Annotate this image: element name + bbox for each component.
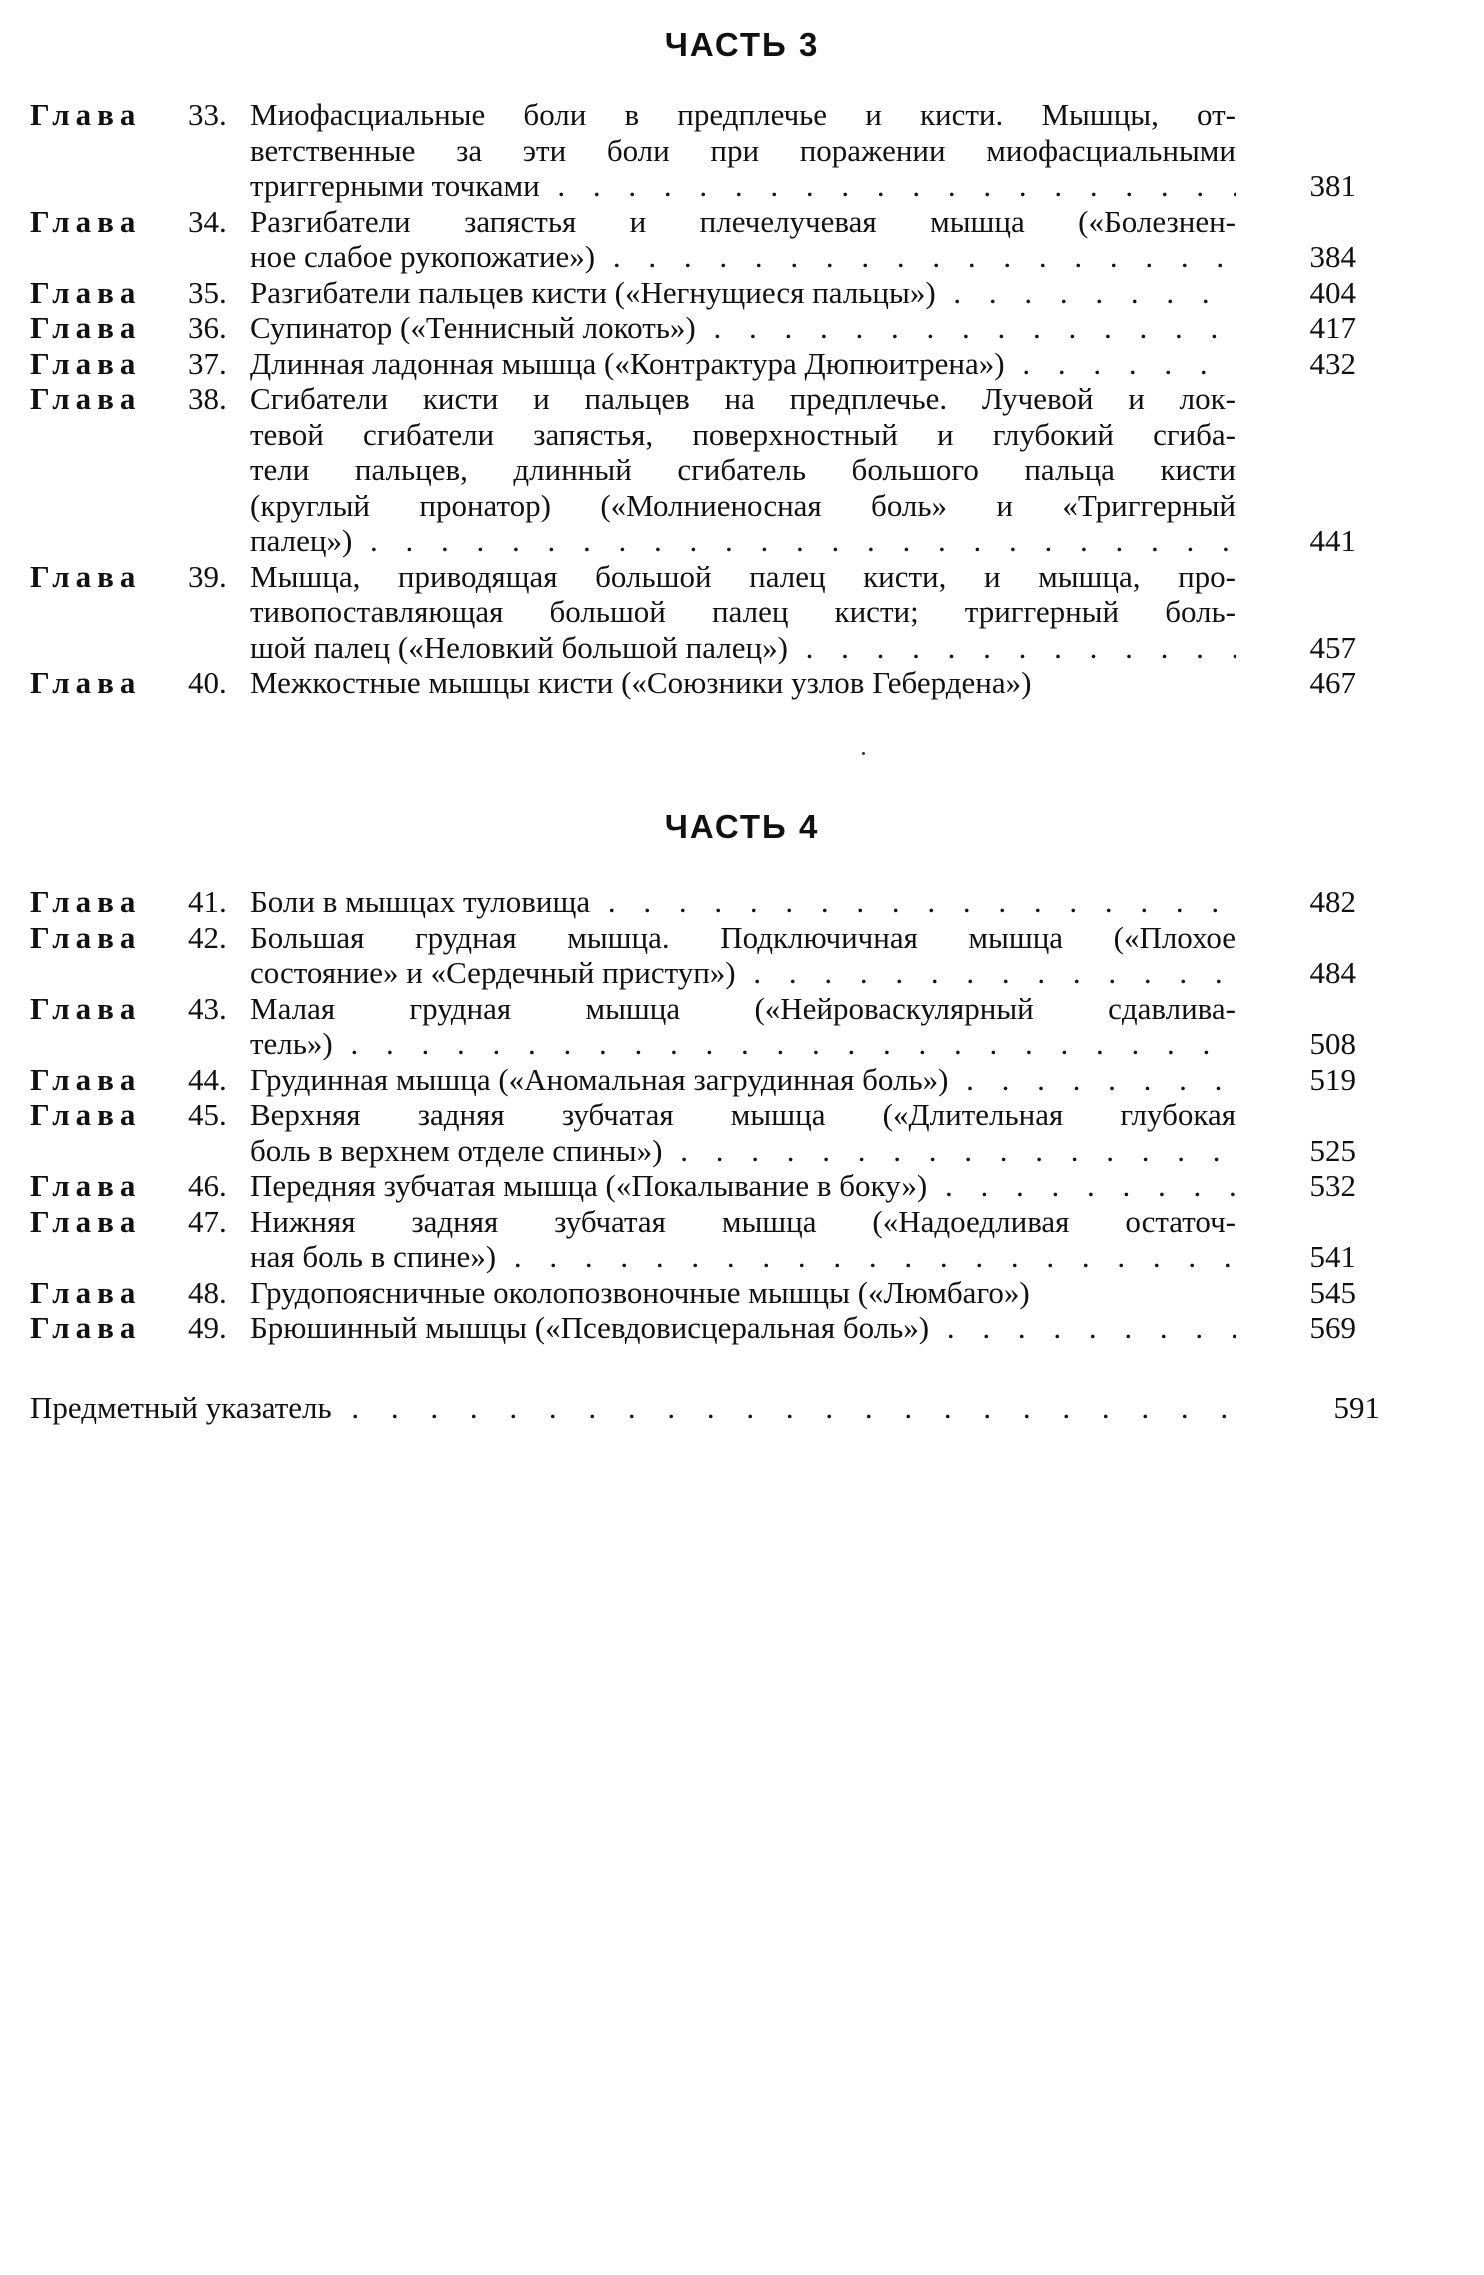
- chapter-title: [250, 665, 1236, 701]
- chapter-title: [250, 97, 1236, 204]
- toc-entry-chapter-48[interactable]: [30, 1275, 1380, 1311]
- chapter-title-line: триггерными точками . . .: [250, 168, 1236, 204]
- chapter-page-number: 541: [1309, 1239, 1356, 1274]
- chapter-title-line: боль в верхнем отделе спины») . . .: [250, 1133, 1236, 1169]
- chapter-number: 33.: [188, 97, 227, 132]
- toc-entry-chapter-44[interactable]: [30, 1062, 1380, 1098]
- toc-entry-chapter-35[interactable]: [30, 275, 1380, 311]
- toc-entry-chapter-46[interactable]: [30, 1168, 1380, 1204]
- chapter-title-line: палец») . . .: [250, 523, 1236, 559]
- chapter-label: Глава: [30, 97, 142, 132]
- chapter-title-line: Разгибатели запястья и плечелучевая мышца («Болезнен-: [250, 203, 1236, 239]
- chapter-title: [250, 1275, 1236, 1311]
- chapter-number: 41.: [188, 884, 227, 919]
- toc-entry-chapter-38[interactable]: [30, 381, 1380, 559]
- chapter-title: [250, 920, 1236, 991]
- chapter-label: Глава: [30, 665, 142, 700]
- subject-index-page-number: 591: [1333, 1390, 1380, 1425]
- chapter-label: Глава: [30, 1061, 142, 1097]
- chapter-page-number: 508: [1309, 1026, 1356, 1061]
- chapter-title: [250, 310, 1236, 346]
- toc-entry-chapter-47[interactable]: [30, 1204, 1380, 1275]
- chapter-number: 39.: [188, 558, 227, 594]
- chapter-page-number: 569: [1309, 1310, 1356, 1345]
- chapter-number: 36.: [188, 310, 227, 345]
- chapter-title: [250, 884, 1236, 920]
- chapter-title-line: тевой сгибатели запястья, поверхностный и глубокий сгиба-: [250, 416, 1236, 452]
- toc-entry-chapter-36[interactable]: [30, 310, 1380, 346]
- chapter-title-line: Сгибатели кисти и пальцев на предплечье. Лучевой и лок-: [250, 381, 1236, 416]
- toc-entry-chapter-43[interactable]: [30, 991, 1380, 1062]
- chapter-page-number: 384: [1309, 239, 1356, 274]
- part-4-heading: ЧАСТЬ 4: [664, 808, 820, 845]
- chapter-page-number: 545: [1309, 1274, 1356, 1310]
- chapter-title-line: Боли в мышцах туловища . . .: [250, 884, 1236, 920]
- toc-entry-chapter-37[interactable]: [30, 346, 1380, 382]
- chapter-label: Глава: [30, 1168, 142, 1203]
- toc-entry-chapter-34[interactable]: [30, 204, 1380, 275]
- chapter-number: 44.: [188, 1061, 227, 1097]
- chapter-page-number: 432: [1309, 345, 1356, 381]
- chapter-page-number: 467: [1309, 665, 1356, 700]
- chapter-number: 38.: [188, 381, 227, 416]
- chapter-title: [250, 346, 1236, 382]
- chapter-page-number: 381: [1309, 168, 1356, 203]
- chapter-label: Глава: [30, 1274, 142, 1310]
- chapter-page-number: 441: [1309, 523, 1356, 558]
- chapter-title: [250, 275, 1236, 311]
- chapter-label: Глава: [30, 990, 142, 1026]
- chapter-title-line: Передняя зубчатая мышца («Покалывание в боку») . . .: [250, 1168, 1236, 1204]
- chapter-page-number: 532: [1309, 1168, 1356, 1203]
- chapter-page-number: 482: [1309, 884, 1356, 919]
- part-3-chapter-list: [30, 97, 1380, 701]
- chapter-title-line: Миофасциальные боли в предплечье и кисти. Мышцы, от-: [250, 97, 1236, 132]
- chapter-title: [250, 1168, 1236, 1204]
- stray-print-mark: [862, 752, 865, 755]
- chapter-title: [250, 1310, 1236, 1346]
- chapter-number: 49.: [188, 1310, 227, 1345]
- chapter-label: Глава: [30, 274, 142, 310]
- chapter-label: Глава: [30, 203, 142, 239]
- chapter-title-line: Супинатор («Теннисный локоть») . . .: [250, 310, 1236, 346]
- chapter-title: [250, 381, 1236, 559]
- chapter-title-line: (круглый пронатор) («Молниеносная боль» и «Триггерный: [250, 487, 1236, 523]
- toc-entry-chapter-49[interactable]: [30, 1310, 1380, 1346]
- chapter-title-line: Нижняя задняя зубчатая мышца («Надоедливая остаточ-: [250, 1203, 1236, 1239]
- chapter-title-line: Грудопоясничные околопозвоночные мышцы («Люмбаго»): [250, 1274, 1030, 1310]
- chapter-title-line: тель») . . .: [250, 1026, 1236, 1062]
- chapter-page-number: 404: [1309, 274, 1356, 310]
- chapter-label: Глава: [30, 1097, 142, 1132]
- chapter-number: 34.: [188, 203, 227, 239]
- chapter-label: Глава: [30, 919, 142, 955]
- part-3-heading: ЧАСТЬ 3: [664, 26, 820, 63]
- chapter-title-line: тели пальцев, длинный сгибатель большого пальца кисти: [250, 452, 1236, 487]
- chapter-label: Глава: [30, 310, 142, 345]
- chapter-label: Глава: [30, 1310, 142, 1345]
- chapter-number: 45.: [188, 1097, 227, 1132]
- chapter-title: [250, 1062, 1236, 1098]
- toc-entry-chapter-33[interactable]: [30, 97, 1380, 204]
- chapter-title-line: шой палец («Неловкий большой палец») . . .: [250, 630, 1236, 666]
- chapter-title-line: Разгибатели пальцев кисти («Негнущиеся пальцы») . . .: [250, 275, 1236, 311]
- chapter-number: 42.: [188, 919, 227, 955]
- chapter-number: 40.: [188, 665, 227, 700]
- chapter-title-line: Малая грудная мышца («Нейроваскулярный сдавлива-: [250, 990, 1236, 1026]
- chapter-label: Глава: [30, 558, 142, 594]
- chapter-title-line: ная боль в спине») . . .: [250, 1239, 1236, 1275]
- chapter-page-number: 457: [1309, 629, 1356, 665]
- chapter-page-number: 525: [1309, 1132, 1356, 1168]
- chapter-title-line: ное слабое рукопожатие») . . .: [250, 239, 1236, 275]
- chapter-title-line: Длинная ладонная мышца («Контрактура Дюпюитрена») . . .: [250, 346, 1236, 382]
- chapter-title-line: Брюшинный мышцы («Псевдовисцеральная боль») . . .: [250, 1310, 1236, 1346]
- chapter-title-line: Верхняя задняя зубчатая мышца («Длительная глубокая: [250, 1097, 1236, 1132]
- chapter-number: 37.: [188, 345, 227, 381]
- chapter-number: 35.: [188, 274, 227, 310]
- subject-index-label: Предметный указатель . . .: [30, 1390, 1260, 1426]
- chapter-number: 47.: [188, 1203, 227, 1239]
- chapter-title: [250, 1097, 1236, 1168]
- toc-entry-chapter-42[interactable]: [30, 920, 1380, 991]
- chapter-page-number: 417: [1309, 310, 1356, 345]
- chapter-title-line: Большая грудная мышца. Подключичная мышца («Плохое: [250, 919, 1236, 955]
- chapter-label: Глава: [30, 381, 142, 416]
- chapter-label: Глава: [30, 884, 142, 919]
- toc-entry-chapter-39[interactable]: [30, 559, 1380, 666]
- toc-entry-subject-index[interactable]: [30, 1390, 1380, 1426]
- chapter-title: [250, 204, 1236, 275]
- toc-entry-chapter-45[interactable]: [30, 1097, 1380, 1168]
- chapter-title-line: тивопоставляющая большой палец кисти; триггерный боль-: [250, 594, 1236, 629]
- chapter-number: 43.: [188, 990, 227, 1026]
- chapter-title: [250, 991, 1236, 1062]
- toc-entry-chapter-41[interactable]: [30, 884, 1380, 920]
- toc-entry-chapter-40[interactable]: [30, 665, 1380, 701]
- chapter-title: [250, 1204, 1236, 1275]
- chapter-title-line: Межкостные мышцы кисти («Союзники узлов Гебердена»): [250, 665, 1032, 700]
- chapter-title-line: ветственные за эти боли при поражении миофасциальными: [250, 132, 1236, 168]
- chapter-title-line: состояние» и «Сердечный приступ») . . .: [250, 955, 1236, 991]
- chapter-page-number: 519: [1309, 1061, 1356, 1097]
- chapter-label: Глава: [30, 345, 142, 381]
- chapter-page-number: 484: [1309, 955, 1356, 990]
- chapter-label: Глава: [30, 1203, 142, 1239]
- chapter-title-line: Грудинная мышца («Аномальная загрудинная боль») . . .: [250, 1062, 1236, 1098]
- chapter-number: 48.: [188, 1274, 227, 1310]
- part-4-chapter-list: [30, 884, 1380, 1346]
- chapter-number: 46.: [188, 1168, 227, 1203]
- chapter-title: [250, 559, 1236, 666]
- chapter-title-line: Мышца, приводящая большой палец кисти, и мышца, про-: [250, 558, 1236, 594]
